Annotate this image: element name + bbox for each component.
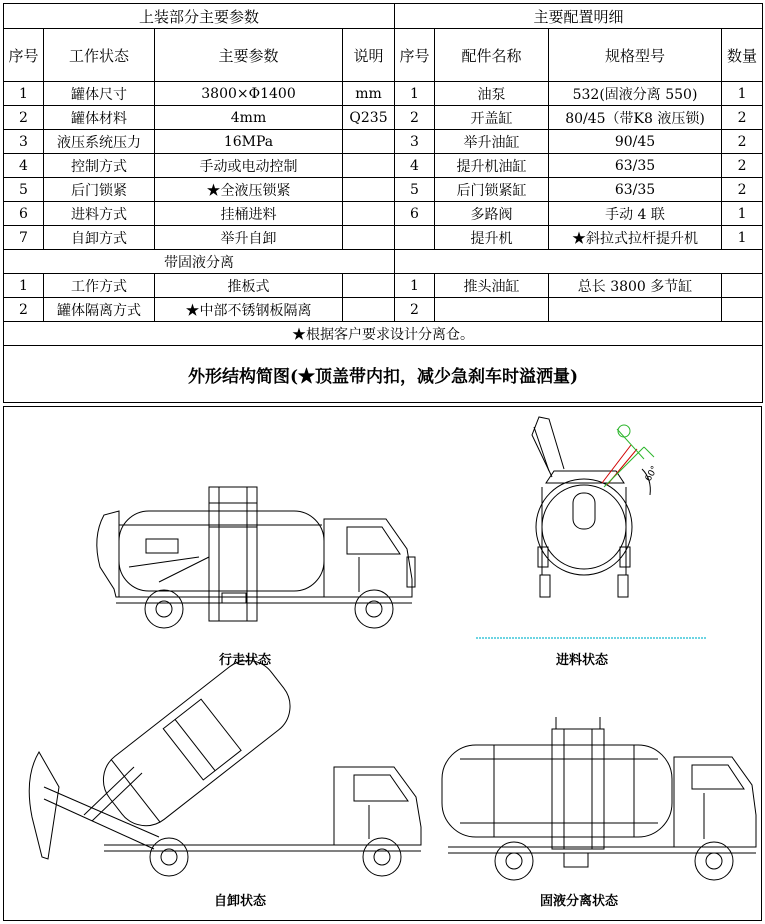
feed-angle-label: 60°: [643, 464, 661, 484]
cell-part: 提升机: [435, 226, 549, 250]
cell-param: 挂桶进料: [155, 202, 343, 226]
cell-rno: 1: [395, 82, 435, 106]
cell-rno: 4: [395, 154, 435, 178]
table-row: [4, 298, 763, 322]
caption-dumping: 自卸状态: [214, 894, 267, 909]
cell-spec: 90/45: [549, 130, 722, 154]
caption-driving: 行走状态: [219, 653, 272, 668]
truck-feeding: [476, 417, 706, 638]
cell-note: [343, 202, 395, 226]
cell-no: 6: [4, 202, 44, 226]
cell-state: 罐体隔离方式: [44, 298, 155, 322]
cell-state: 液压系统压力: [44, 130, 155, 154]
cell-state: 罐体尺寸: [44, 82, 155, 106]
table-row: [4, 274, 763, 298]
cell-no: 4: [4, 154, 44, 178]
cell-note: [343, 226, 395, 250]
cell-qty: 2: [722, 154, 763, 178]
cell-rno: [395, 226, 435, 250]
cell-part: 提升机油缸: [435, 154, 549, 178]
cell-param: ★中部不锈钢板隔离: [155, 298, 343, 322]
cell-spec: 63/35: [549, 154, 722, 178]
table-row: [4, 106, 763, 130]
cell-no: 1: [4, 82, 44, 106]
cell-part: 开盖缸: [435, 106, 549, 130]
cell-note: Q235: [343, 106, 395, 130]
cell-qty: 1: [722, 226, 763, 250]
truck-driving: [97, 487, 415, 628]
cell-note: [343, 154, 395, 178]
cell-param: 举升自卸: [155, 226, 343, 250]
cell-state: 后门锁紧: [44, 178, 155, 202]
cell-param: 推板式: [155, 274, 343, 298]
cell-note: [343, 178, 395, 202]
cell-note: [343, 298, 395, 322]
cell-part: [435, 298, 549, 322]
cell-state: 自卸方式: [44, 226, 155, 250]
table-row: [4, 178, 763, 202]
cell-state: 进料方式: [44, 202, 155, 226]
cell-no: 2: [4, 298, 44, 322]
col-header: 规格型号: [549, 29, 722, 82]
cell-note: [343, 274, 395, 298]
left-section-header: 上装部分主要参数: [4, 4, 395, 29]
caption-separation: 固液分离状态: [540, 894, 619, 909]
cell-part: 举升油缸: [435, 130, 549, 154]
col-header: 工作状态: [44, 29, 155, 82]
table-row: [4, 202, 763, 226]
caption-feeding: 进料状态: [556, 653, 609, 668]
cell-rno: 2: [395, 106, 435, 130]
empty-cell: [395, 250, 763, 274]
cell-param: 16MPa: [155, 130, 343, 154]
cell-qty: 2: [722, 130, 763, 154]
cell-state: 工作方式: [44, 274, 155, 298]
cell-spec: 手动 4 联: [549, 202, 722, 226]
col-header: 说明: [343, 29, 395, 82]
cell-state: 控制方式: [44, 154, 155, 178]
cell-part: 油泵: [435, 82, 549, 106]
table-row: [4, 82, 763, 106]
cell-param: 4mm: [155, 106, 343, 130]
cell-param: 手动或电动控制: [155, 154, 343, 178]
cell-note: mm: [343, 82, 395, 106]
cell-no: 2: [4, 106, 44, 130]
cell-spec: [549, 298, 722, 322]
cell-qty: 2: [722, 178, 763, 202]
cell-rno: 5: [395, 178, 435, 202]
cell-param: ★全液压锁紧: [155, 178, 343, 202]
col-header: 数量: [722, 29, 763, 82]
cell-rno: 1: [395, 274, 435, 298]
cell-rno: 6: [395, 202, 435, 226]
col-header: 配件名称: [435, 29, 549, 82]
cell-no: 1: [4, 274, 44, 298]
table-row: [4, 154, 763, 178]
cell-spec: ★斜拉式拉杆提升机: [549, 226, 722, 250]
spec-table: [3, 3, 763, 403]
cell-qty: [722, 274, 763, 298]
cell-param: 3800×Φ1400: [155, 82, 343, 106]
cell-qty: 1: [722, 82, 763, 106]
cell-rno: 3: [395, 130, 435, 154]
truck-separation: [442, 717, 756, 880]
col-header: 序号: [395, 29, 435, 82]
cell-no: 5: [4, 178, 44, 202]
table-row: [4, 130, 763, 154]
cell-spec: 532(固液分离 550): [549, 82, 722, 106]
diagram-title: 外形结构简图(★顶盖带内扣，减少急刹车时溢洒量): [4, 346, 763, 403]
cell-qty: 2: [722, 106, 763, 130]
cell-part: 推头油缸: [435, 274, 549, 298]
structure-diagram: [3, 406, 762, 921]
cell-part: 后门锁紧缸: [435, 178, 549, 202]
cell-qty: 1: [722, 202, 763, 226]
cell-part: 多路阀: [435, 202, 549, 226]
note-line: ★根据客户要求设计分离仓。: [4, 322, 763, 346]
cell-qty: [722, 298, 763, 322]
cell-spec: 63/35: [549, 178, 722, 202]
cell-rno: 2: [395, 298, 435, 322]
cell-spec: 总长 3800 多节缸: [549, 274, 722, 298]
col-header: 主要参数: [155, 29, 343, 82]
diagram-drawing: [4, 407, 761, 920]
section-title: 带固液分离: [4, 250, 395, 274]
cell-no: 7: [4, 226, 44, 250]
col-header: 序号: [4, 29, 44, 82]
cell-no: 3: [4, 130, 44, 154]
table-row: [4, 226, 763, 250]
truck-dumping: [29, 649, 421, 876]
right-section-header: 主要配置明细: [395, 4, 763, 29]
cell-spec: 80/45（带K8 液压锁): [549, 106, 722, 130]
cell-note: [343, 130, 395, 154]
cell-state: 罐体材料: [44, 106, 155, 130]
